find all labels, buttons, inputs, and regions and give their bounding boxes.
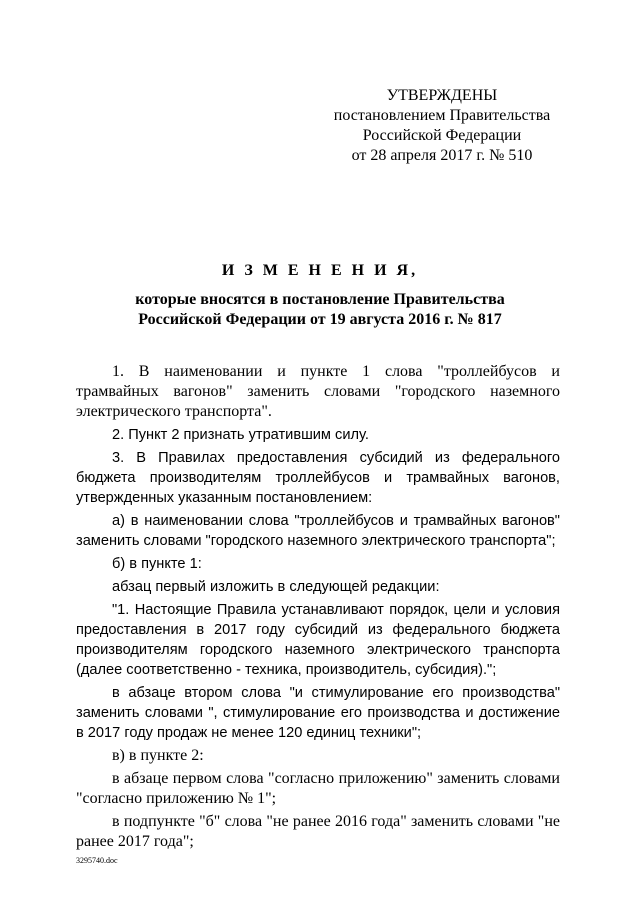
paragraph: 3. В Правилах предоставления субсидий из федерального бюджета производителям троллейбусов и трамвайных вагонов, утвержденных указанным постановлением: (76, 450, 560, 506)
approval-line: постановлением Правительства (333, 107, 551, 124)
approval-line: Российской Федерации (362, 127, 522, 144)
document-title: И З М Е Н Е Н И Я, (221, 262, 419, 279)
paragraph: 1. В наименовании и пункте 1 слова "троллейбусов и трамвайных вагонов" заменить словами "городского наземного электрического транспорта". (76, 363, 560, 420)
document-subtitle (0, 290, 640, 330)
paragraph: а) в наименовании слова "троллейбусов и трамвайных вагонов" заменить словами "городского наземного электрического транспорта"; (76, 513, 560, 549)
file-reference: 3295740.doc (76, 856, 118, 865)
paragraph: б) в пункте 1: (112, 556, 202, 572)
approval-date-number: от 28 апреля 2017 г. № 510 (351, 147, 533, 164)
paragraph: в абзаце втором слова "и стимулирование его производства" заменить словами ", стимулирование его производства и достижение в 2017 году продаж не менее 120 единиц техники"; (76, 685, 560, 741)
document-body (76, 362, 560, 855)
paragraph: в подпункте "б" слова "не ранее 2016 года" заменить словами "не ранее 2017 года"; (76, 813, 560, 850)
approval-block (330, 86, 554, 166)
paragraph: 2. Пункт 2 признать утратившим силу. (112, 427, 369, 443)
paragraph: в абзаце первом слова "согласно приложению" заменить словами "согласно приложению № 1"; (76, 770, 560, 807)
paragraph: "1. Настоящие Правила устанавливают порядок, цели и условия предоставления в 2017 году субсидий из федерального бюджета производителям городского наземного электрического транспорта (далее соответственно - техника, производитель, субсидия)."; (76, 602, 560, 678)
approval-heading: УТВЕРЖДЕНЫ (386, 87, 498, 104)
paragraph: абзац первый изложить в следующей редакции: (112, 579, 440, 595)
paragraph: в) в пункте 2: (112, 747, 204, 764)
subtitle-line: которые вносятся в постановление Правительства (135, 291, 505, 308)
subtitle-line: Российской Федерации от 19 августа 2016 г. № 817 (138, 311, 502, 328)
